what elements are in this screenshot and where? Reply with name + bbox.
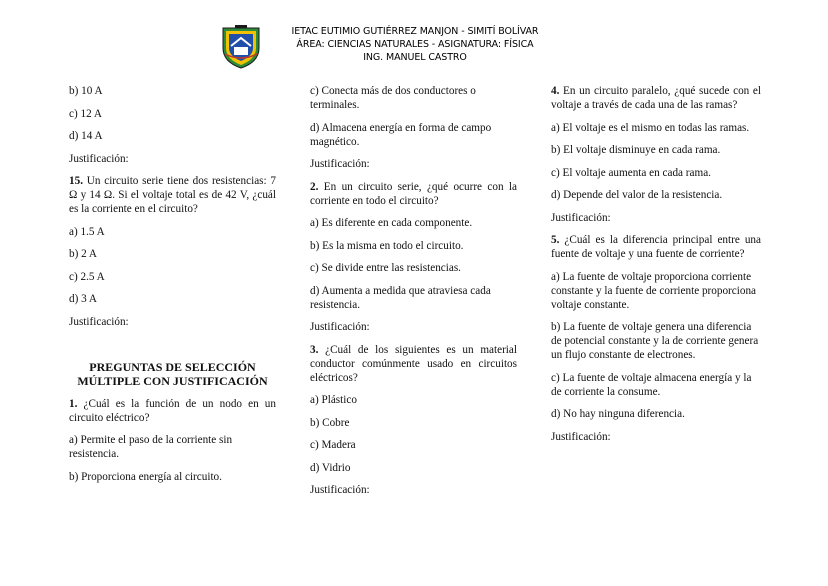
option-a: a) El voltaje es el mismo en todas las ramas. <box>551 121 750 134</box>
option-a: a) Permite el paso de la corriente sin resistencia. <box>69 434 233 460</box>
option-d: d) Depende del valor de la resistencia. <box>551 189 723 201</box>
justification-label: Justificación: <box>551 211 611 224</box>
question-5 <box>551 233 761 261</box>
option-c: c) El voltaje aumenta en cada rama. <box>551 166 711 179</box>
option-b: b) Cobre <box>310 416 350 429</box>
justification-label: Justificación: <box>310 158 370 170</box>
option-c: c) Madera <box>310 439 356 451</box>
school-crest-icon <box>219 24 263 70</box>
subject-line: ÁREA: CIENCIAS NATURALES - ASIGNATURA: FÍSICA <box>296 39 534 50</box>
option-c: c) La fuente de voltaje almacena energía y la de corriente la consume. <box>551 371 752 398</box>
question-4 <box>551 84 761 112</box>
page-header <box>0 22 828 70</box>
option-b: b) 10 A <box>69 85 103 97</box>
question-15 <box>69 174 276 216</box>
option-d: d) Almacena energía en forma de campo magnético. <box>310 121 492 148</box>
question-text: ¿Cuál de los siguientes es un material conductor comúnmente usado en circuitos eléctricos? <box>310 343 517 384</box>
section-title-line2: MÚLTIPLE CON JUSTIFICACIÓN <box>77 373 268 388</box>
question-text: En un circuito serie, ¿qué ocurre con la corriente en todo el circuito? <box>310 180 517 207</box>
option-b: b) El voltaje disminuye en cada rama. <box>551 144 721 156</box>
section-title-line1: PREGUNTAS DE SELECCIÓN <box>89 359 256 374</box>
question-text: En un circuito paralelo, ¿qué sucede con el voltaje a través de cada una de las ramas? <box>551 85 761 111</box>
question-text: Un circuito serie tiene dos resistencias: 7 Ω y 14 Ω. Si el voltaje total es de 42 V, ¿cuál es la corriente en el circuito? <box>69 175 276 215</box>
option-b: b) Proporciona energía al circuito. <box>69 470 222 483</box>
question-2 <box>310 180 517 208</box>
option-c: c) Conecta más de dos conductores o terminales. <box>310 85 476 111</box>
option-b: b) Es la misma en todo el circuito. <box>310 239 464 252</box>
justification-label: Justificación: <box>69 315 129 328</box>
question-number: 1. <box>69 397 78 410</box>
teacher-name: ING. MANUEL CASTRO <box>363 52 467 63</box>
option-a: a) La fuente de voltaje proporciona corriente constante y la fuente de corriente proporciona voltaje constante. <box>551 270 757 311</box>
question-number: 15. <box>69 175 83 187</box>
question-number: 3. <box>310 343 319 356</box>
option-c: c) 12 A <box>69 107 102 120</box>
option-b: b) La fuente de voltaje genera una diferencia de potencial constante y la de corriente genera un flujo constante de electrones. <box>551 321 759 361</box>
option-d: d) No hay ninguna diferencia. <box>551 408 685 420</box>
option-a: a) Plástico <box>310 394 357 406</box>
question-number: 4. <box>551 85 560 97</box>
column-2 <box>310 84 517 506</box>
question-3 <box>310 343 517 385</box>
option-d: d) Aumenta a medida que atraviesa cada resistencia. <box>310 284 491 311</box>
justification-label: Justificación: <box>310 321 370 333</box>
justification-label: Justificación: <box>69 152 129 165</box>
column-3 <box>551 84 761 452</box>
option-c: c) Se divide entre las resistencias. <box>310 262 461 274</box>
header-text <box>270 25 560 64</box>
question-text: ¿Cuál es la función de un nodo en un circuito eléctrico? <box>69 397 276 424</box>
option-d: d) 14 A <box>69 130 103 142</box>
column-1 <box>69 84 276 492</box>
question-number: 5. <box>551 234 560 246</box>
question-number: 2. <box>310 180 319 193</box>
question-text: ¿Cuál es la diferencia principal entre una fuente de voltaje y una fuente de corriente? <box>551 234 761 260</box>
option-b: b) 2 A <box>69 248 97 260</box>
option-d: d) 3 A <box>69 293 97 305</box>
justification-label: Justificación: <box>551 430 611 443</box>
option-a: a) Es diferente en cada componente. <box>310 217 473 229</box>
question-1 <box>69 397 276 425</box>
option-d: d) Vidrio <box>310 461 351 474</box>
section-title <box>69 360 276 388</box>
option-c: c) 2.5 A <box>69 270 105 283</box>
school-name: IETAC EUTIMIO GUTIÉRREZ MANJON - SIMITÍ BOLÍVAR <box>291 26 539 37</box>
option-a: a) 1.5 A <box>69 225 105 238</box>
justification-label: Justificación: <box>310 484 370 496</box>
